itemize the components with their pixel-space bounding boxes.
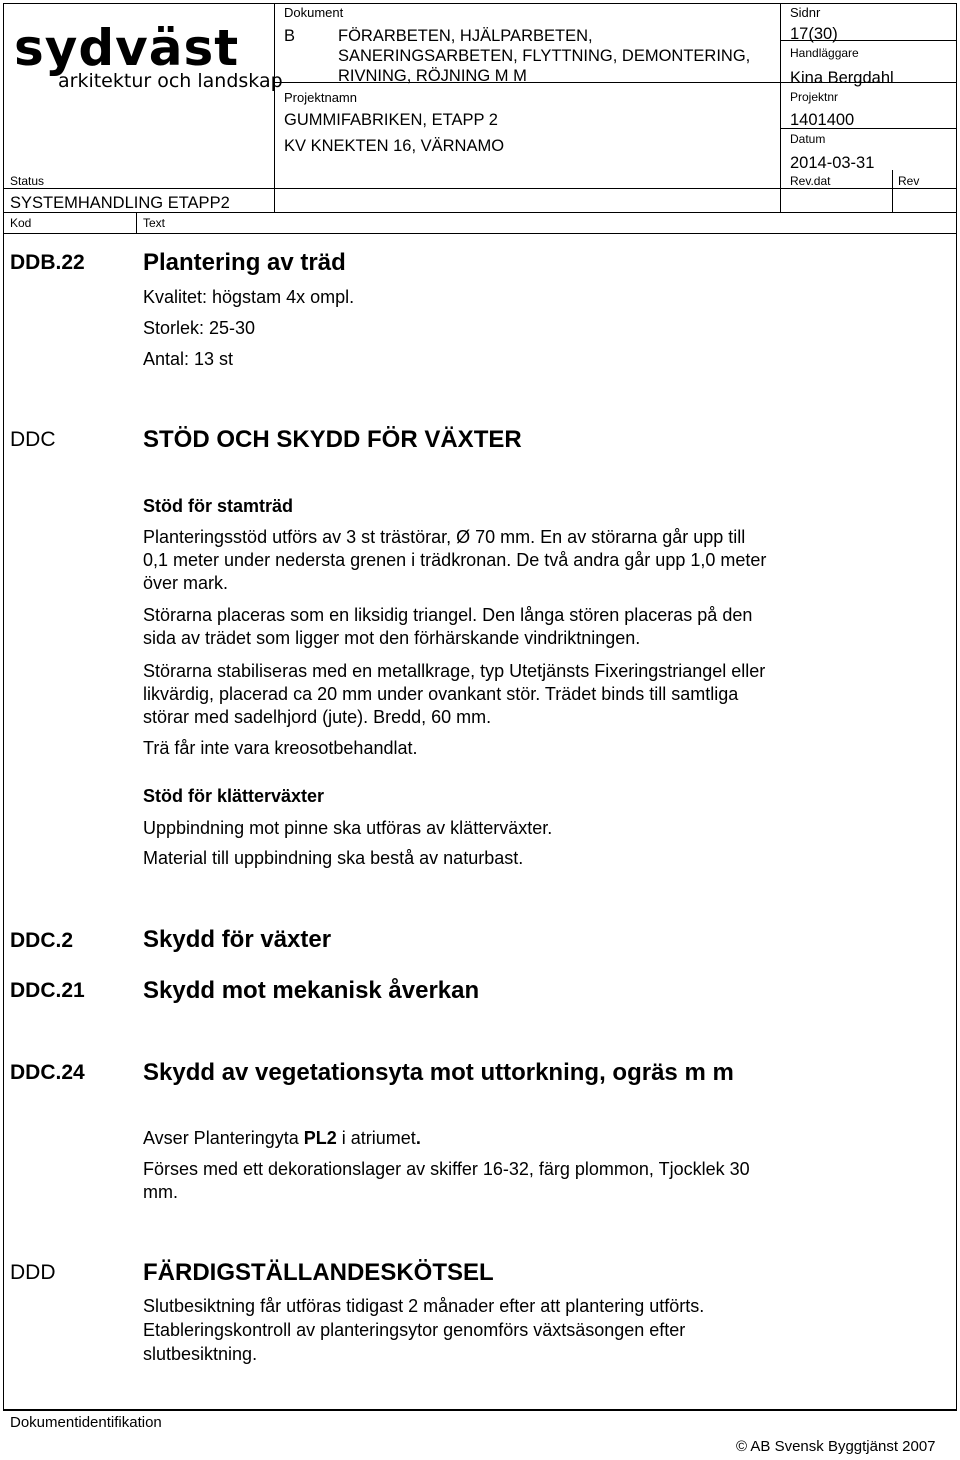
- project-name-label: Projektnamn: [284, 90, 357, 105]
- company-logo: [14, 19, 283, 92]
- ddc-title: STÖD OCH SKYDD FÖR VÄXTER: [143, 426, 522, 453]
- ddb22-line-quality: Kvalitet: högstam 4x ompl.: [143, 287, 355, 307]
- ddd-line1: Slutbesiktning får utföras tidigast 2 månader efter att plantering utförts.: [143, 1296, 705, 1316]
- footer-copyright: [736, 1438, 936, 1455]
- ddb22-title: Plantering av träd: [143, 249, 346, 276]
- header-col-divider-kod: [136, 212, 137, 233]
- ddc24-area-pre: Avser Planteringyta: [143, 1128, 304, 1148]
- header-col-divider-2: [780, 3, 781, 212]
- logo-sub-text: arkitektur och landskap: [58, 70, 283, 92]
- ddc-stamtrad-p4-line1: Trä får inte vara kreosotbehandlat.: [143, 738, 418, 758]
- ddc-stamtrad-p3-line1: Störarna stabiliseras med en metallkrage, typ Utetjänsts Fixeringstriangel eller: [143, 661, 766, 681]
- ddc24-area-dot: .: [415, 1128, 421, 1148]
- ddd-line3: slutbesiktning.: [143, 1344, 258, 1364]
- footer-doc-id-label: Dokumentidentifikation: [10, 1414, 162, 1431]
- ddc24-code: DDC.24: [10, 1061, 85, 1084]
- status-label: Status: [10, 174, 45, 188]
- ddd-code: DDD: [10, 1261, 56, 1284]
- header-col-divider-rev: [892, 170, 893, 212]
- date-label: Datum: [790, 132, 826, 146]
- rev-label: Rev: [898, 174, 920, 188]
- ddc24-para-line1: Förses med ett dekorationslager av skiffer 16-32, färg plommon, Tjocklek 30: [143, 1159, 750, 1179]
- ddc24-para-line2: mm.: [143, 1182, 178, 1202]
- document-label: Dokument: [284, 5, 344, 20]
- page-number: 17(30): [790, 25, 838, 43]
- ddc-code: DDC: [10, 428, 56, 451]
- ddb22-line-size: Storlek: 25-30: [143, 318, 256, 338]
- ddc-stamtrad-p3-line2: likvärdig, placerad ca 20 mm under ovankant stör. Trädet binds till samtliga: [143, 684, 739, 704]
- ddc-klatter-line2: Material till uppbindning ska bestå av naturbast.: [143, 848, 524, 868]
- ddc-stamtrad-p2-line1: Störarna placeras som en liksidig triangel. Den långa stören placeras på den: [143, 605, 753, 625]
- ddc24-area-line: [143, 1127, 421, 1150]
- handler-label: Handläggare: [790, 46, 859, 60]
- text-label: Text: [143, 216, 166, 230]
- ddc-stamtrad-p1-line1: Planteringsstöd utförs av 3 st trästörar, Ø 70 mm. En av störarna går upp till: [143, 527, 746, 547]
- page-label: Sidnr: [790, 5, 821, 20]
- document-code: B: [284, 27, 296, 45]
- ddc-klatter-heading: Stöd för klätterväxter: [143, 786, 325, 806]
- status-value: SYSTEMHANDLING ETAPP2: [10, 194, 230, 212]
- ddc-klatter-line1: Uppbindning mot pinne ska utföras av klätterväxter.: [143, 818, 553, 838]
- handler-name: Kina Bergdahl: [790, 69, 894, 87]
- project-name-line-2: KV KNEKTEN 16, VÄRNAMO: [284, 137, 505, 155]
- ddc24-title: Skydd av vegetationsyta mot uttorkning, ogräs m m: [143, 1059, 734, 1086]
- ddc24-area-post: i atriumet: [336, 1128, 416, 1148]
- footer-rule: [3, 1410, 957, 1411]
- ddd-title: FÄRDIGSTÄLLANDESKÖTSEL: [143, 1259, 494, 1286]
- document-title-line-2: SANERINGSARBETEN, FLYTTNING, DEMONTERING,: [338, 47, 751, 65]
- ddc2-title: Skydd för växter: [143, 926, 332, 953]
- footer-copyright-text: AB Svensk Byggtjänst 2007: [750, 1438, 936, 1455]
- kod-label: Kod: [10, 216, 32, 230]
- header-divider-status: [3, 188, 957, 189]
- ddc-stamtrad-p3-line3: störar med sadelhjord (jute). Bredd, 60 mm.: [143, 707, 492, 727]
- project-no: 1401400: [790, 111, 855, 129]
- header-bottom-rule: [3, 233, 957, 234]
- ddc-stamtrad-p1-line3: över mark.: [143, 573, 229, 593]
- ddc2-code: DDC.2: [10, 929, 74, 952]
- document-title-line-3: RIVNING, RÖJNING M M: [338, 67, 527, 85]
- project-no-label: Projektnr: [790, 90, 839, 104]
- ddc-stamtrad-p1-line2: 0,1 meter under nedersta grenen i trädkronan. De två andra går upp 1,0 meter: [143, 550, 767, 570]
- ddc24-area-code: PL2: [303, 1128, 337, 1148]
- ddc21-title: Skydd mot mekanisk åverkan: [143, 977, 480, 1004]
- document-title-line-1: FÖRARBETEN, HJÄLPARBETEN,: [338, 27, 593, 45]
- ddb22-line-count: Antal: 13 st: [143, 349, 234, 369]
- date-value: 2014-03-31: [790, 154, 875, 172]
- ddc-stamtrad-heading: Stöd för stamträd: [143, 496, 294, 516]
- ddc21-code: DDC.21: [10, 979, 85, 1002]
- ddb22-code: DDB.22: [10, 251, 85, 274]
- project-name-line-1: GUMMIFABRIKEN, ETAPP 2: [284, 111, 498, 129]
- ddd-line2: Etableringskontroll av planteringsytor genomförs växtsäsongen efter: [143, 1320, 686, 1340]
- ddc-stamtrad-p2-line2: sida av trädet som ligger mot den förhärskande vindriktningen.: [143, 628, 641, 648]
- revdate-label: Rev.dat: [790, 174, 831, 188]
- copyright-icon: ©: [736, 1438, 748, 1455]
- logo-main-text: sydväst: [14, 19, 240, 77]
